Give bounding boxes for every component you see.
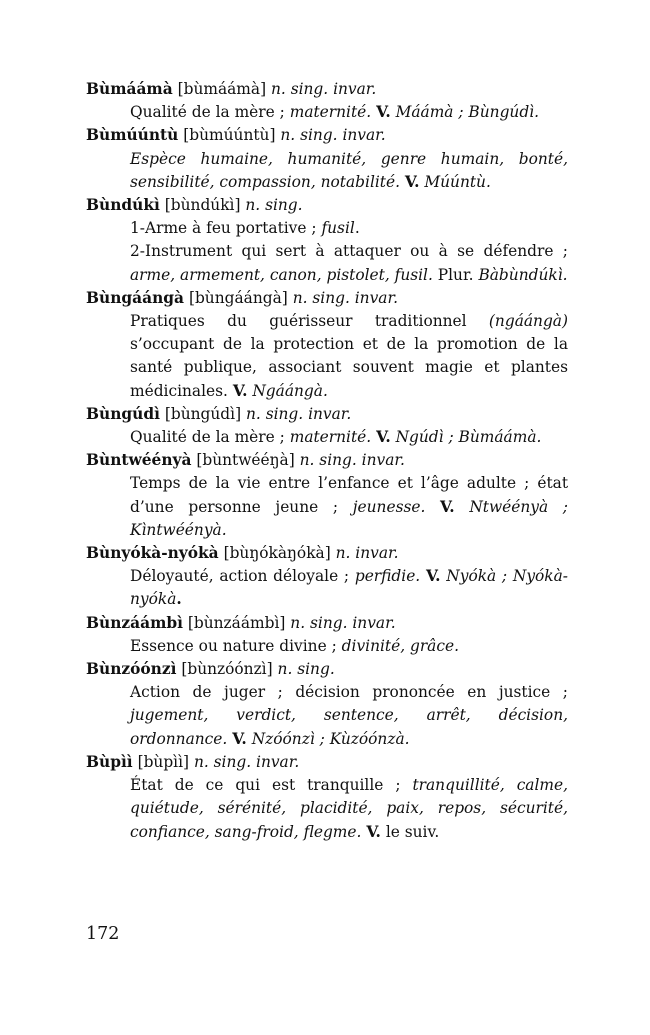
definition	[130, 426, 568, 449]
dictionary-entry	[86, 403, 568, 449]
pronunciation: [bùntwééŋà]	[196, 451, 295, 470]
definition-text: État de ce qui est tranquille ;	[130, 776, 413, 795]
grammatical-info: n. sing. invar.	[292, 288, 399, 307]
definition-text: Qualité de la mère ;	[130, 103, 290, 122]
definition	[130, 681, 568, 751]
definition	[130, 774, 568, 844]
entry-list	[86, 78, 568, 844]
italic-text: jugement, verdict, sentence, arrêt, décision, ordonnance.	[130, 706, 568, 748]
italic-text: arme, armement, canon, pistolet, fusil.	[130, 265, 433, 284]
entry-header	[86, 658, 568, 681]
definition-text: s’occupant de la protection et de la promotion de la santé publique, associant souvent magie et plantes médicinales.	[130, 335, 568, 400]
italic-text: perfidie.	[354, 567, 421, 586]
definition	[130, 565, 568, 611]
italic-text: maternité.	[289, 428, 372, 447]
headword: Bùmúúntù	[86, 126, 179, 145]
italic-text: Bàbùndúkì.	[478, 265, 568, 284]
italic-text: (ngáángà)	[488, 312, 568, 331]
italic-text: Ngáángà.	[247, 381, 328, 400]
dictionary-entry	[86, 194, 568, 287]
entry-header	[86, 612, 568, 635]
definition-text: Action de juger ; décision prononcée en justice ;	[130, 683, 568, 702]
pronunciation: [bùnzóónzì]	[181, 660, 273, 679]
italic-text: Múúntù.	[419, 172, 491, 191]
definition-text: 2-Instrument qui sert à attaquer ou à se défendre ;	[130, 242, 568, 261]
definition-text: Déloyauté, action déloyale ;	[130, 567, 355, 586]
dictionary-entry	[86, 751, 568, 844]
headword: Bùngáángà	[86, 288, 185, 307]
definition	[130, 635, 568, 658]
headword: Bùpìì	[86, 752, 133, 771]
definition-text: Pratiques du guérisseur traditionnel	[130, 312, 489, 331]
entry-header	[86, 78, 568, 101]
cross-reference-marker: .	[176, 590, 182, 609]
dictionary-entry	[86, 658, 568, 751]
definition	[130, 240, 568, 286]
italic-text: Ntwéényà ; Kìntwéényà.	[130, 497, 568, 539]
cross-reference-marker: V.	[366, 822, 381, 841]
grammatical-info: n. sing. invar.	[290, 613, 396, 632]
italic-text: Nyókà ; Nyókà-nyókà	[130, 567, 568, 609]
italic-text: divinité, grâce.	[341, 636, 459, 655]
italic-text: jeunesse.	[352, 497, 426, 516]
cross-reference-marker: V.	[440, 497, 455, 516]
grammatical-info: n. sing. invar.	[271, 80, 377, 98]
pronunciation: [bùngáángà]	[188, 288, 288, 307]
definition-text: Temps de la vie entre l’enfance et l’âge adulte ; état d’une personne jeune ;	[130, 474, 568, 516]
pronunciation: [bùpìì]	[137, 752, 190, 771]
entry-header	[86, 403, 568, 426]
entry-header	[86, 542, 568, 565]
entry-header	[86, 194, 568, 217]
pronunciation: [bùnzáámbì]	[187, 613, 286, 632]
grammatical-info: n. sing.	[277, 660, 335, 679]
pronunciation: [bùŋókàŋókà]	[223, 544, 331, 563]
definition-text: Plur.	[432, 265, 479, 284]
headword: Bùnzóónzì	[86, 660, 177, 679]
entry-header	[86, 287, 568, 310]
pronunciation: [bùmúúntù]	[183, 126, 276, 145]
definition-text: .	[354, 219, 360, 238]
dictionary-entry	[86, 612, 568, 658]
grammatical-info: n. sing. invar.	[246, 404, 352, 423]
grammatical-info: n. sing. invar.	[193, 752, 300, 771]
headword: Bùnzáámbì	[86, 613, 183, 632]
definition-text: Qualité de la mère ;	[130, 428, 290, 447]
definition-text: Essence ou nature divine ;	[130, 636, 342, 655]
dictionary-entry	[86, 287, 568, 403]
italic-text: Nzóónzì ; Kùzóónzà.	[246, 729, 410, 748]
entry-header	[86, 449, 568, 472]
italic-text: Máámà ; Bùngúdì.	[390, 103, 539, 122]
page-number: 172	[86, 924, 120, 944]
definition	[130, 310, 568, 403]
dictionary-entry	[86, 124, 568, 194]
definition-text	[425, 498, 440, 516]
cross-reference-marker: V.	[232, 729, 247, 748]
headword: Bùngúdì	[86, 404, 160, 423]
headword: Bùntwéényà	[86, 451, 192, 470]
italic-text: Espèce humaine, humanité, genre humain, bonté, sensibilité, compassion, notabilité.	[130, 149, 568, 191]
definition	[130, 217, 568, 240]
pronunciation: [bùngúdì]	[164, 404, 242, 423]
entry-header	[86, 124, 568, 147]
cross-reference-marker: V.	[404, 172, 420, 191]
cross-reference-marker: V.	[376, 428, 391, 447]
cross-reference-marker: V.	[232, 381, 248, 400]
headword: Bùndúkì	[86, 196, 160, 215]
definition	[130, 101, 568, 124]
cross-reference-marker: V.	[425, 567, 441, 586]
pronunciation: [bùmáámà]	[177, 80, 267, 98]
definition	[130, 148, 568, 194]
italic-text: tranquillité, calme, quiétude, sérénité, placidité, paix, repos, sécurité, confiance, sang-froid, flegme.	[130, 776, 569, 841]
italic-text: Ngúdì ; Bùmáámà.	[390, 428, 542, 447]
pronunciation: [bùndúkì]	[164, 196, 241, 215]
definition-text: 1-Arme à feu portative ;	[130, 219, 322, 238]
definition	[130, 472, 568, 542]
headword: Bùmáámà	[86, 80, 173, 98]
definition-text: le suiv.	[380, 822, 440, 841]
dictionary-entry	[86, 78, 568, 124]
grammatical-info: n. sing. invar.	[299, 451, 405, 470]
italic-text: fusil	[321, 219, 355, 238]
italic-text: maternité.	[289, 103, 372, 122]
entry-header	[86, 751, 568, 774]
dictionary-entry	[86, 449, 568, 542]
headword: Bùnyókà-nyókà	[86, 544, 219, 563]
dictionary-entry	[86, 542, 568, 612]
grammatical-info: n. sing. invar.	[280, 126, 386, 145]
cross-reference-marker: V.	[376, 103, 391, 122]
grammatical-info: n. invar.	[335, 544, 399, 563]
grammatical-info: n. sing.	[245, 196, 303, 215]
